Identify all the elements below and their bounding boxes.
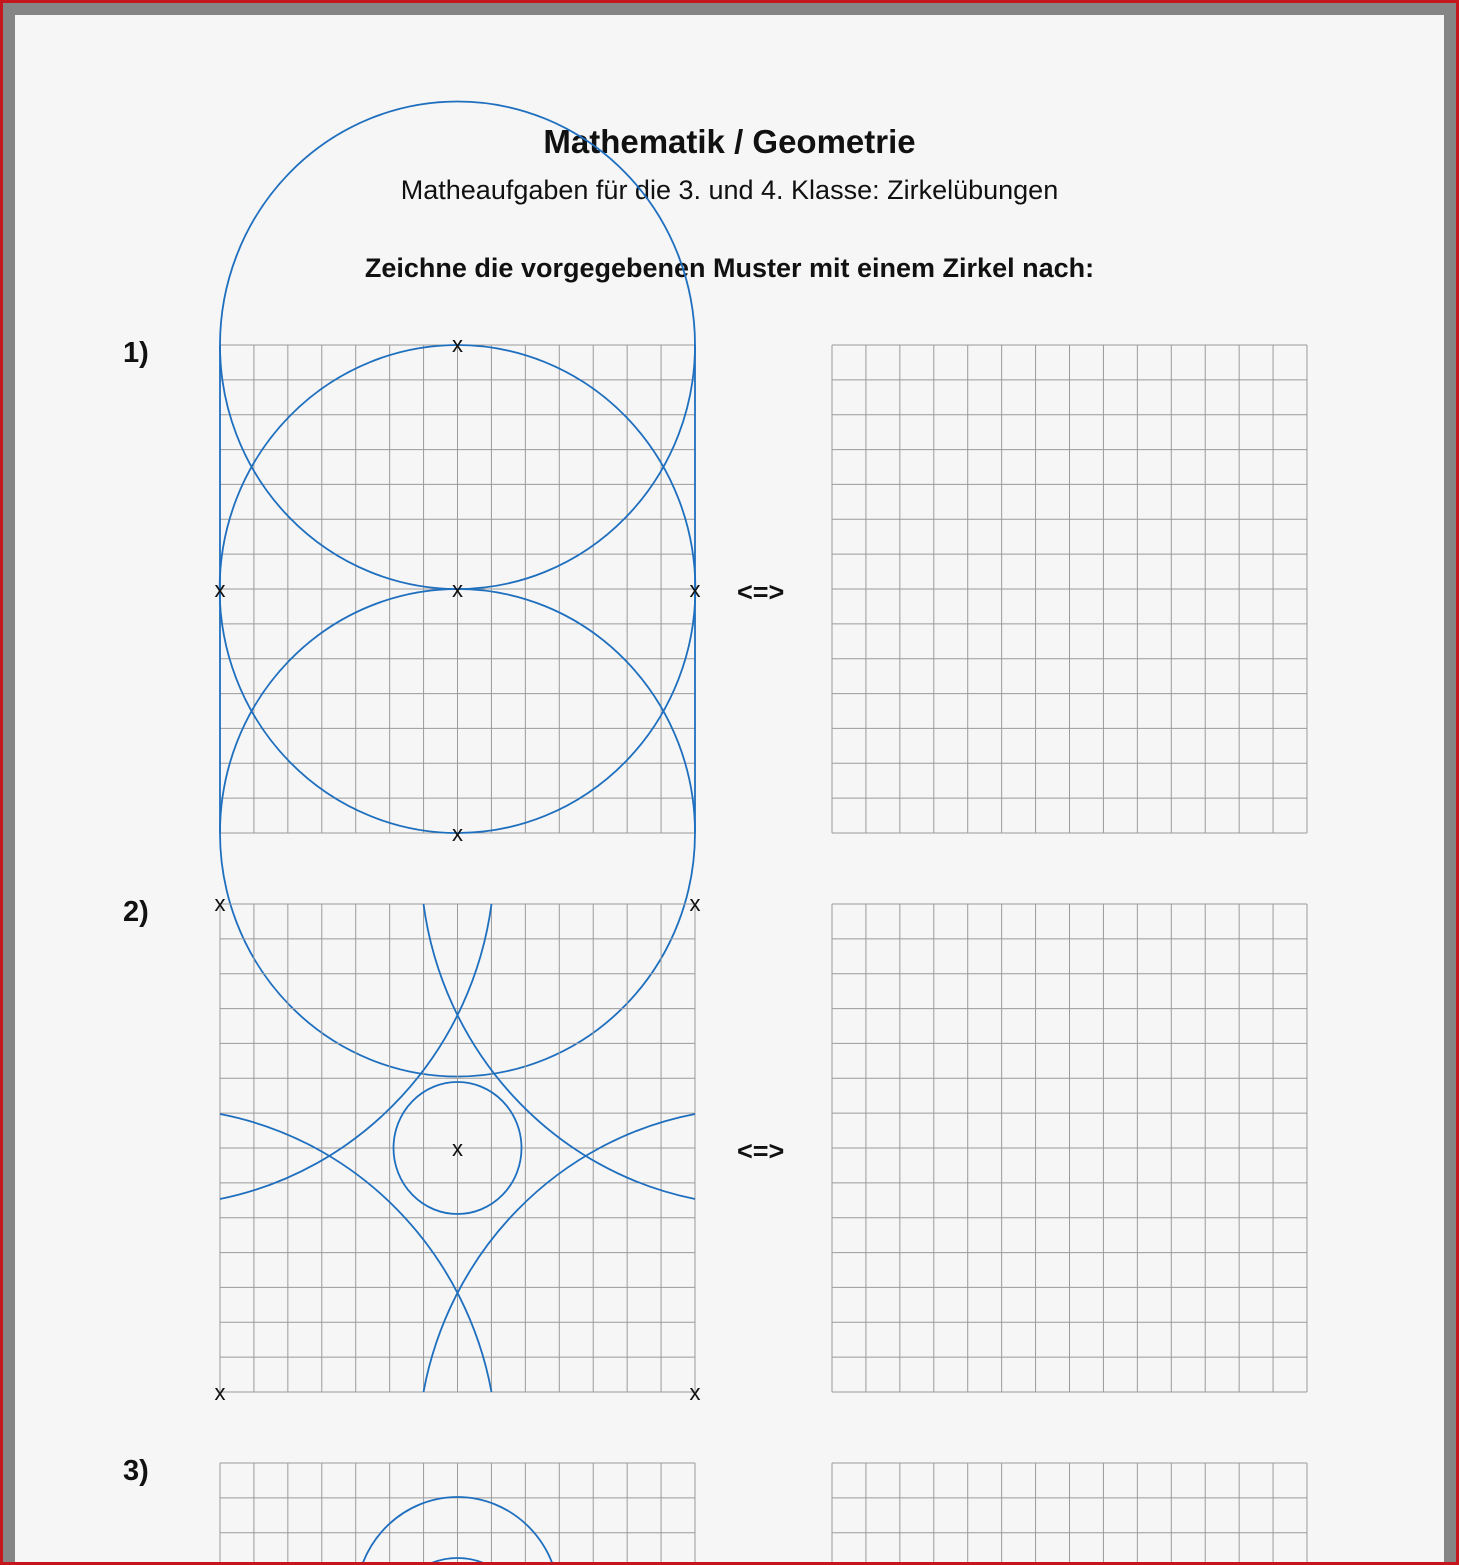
arc	[458, 589, 696, 833]
worksheet-page	[15, 15, 1444, 1562]
task-2-drawing-grid[interactable]	[831, 903, 1309, 1394]
arc	[220, 589, 458, 833]
center-marker: x	[214, 1380, 226, 1405]
task-3-pattern-grid	[219, 1462, 697, 1562]
task-1-arrow: <=>	[737, 577, 785, 607]
task-3-number: 3)	[123, 1455, 149, 1487]
center-marker: x	[689, 1380, 701, 1405]
center-marker: x	[689, 577, 701, 602]
arc	[220, 345, 458, 589]
grid-lines	[832, 904, 1307, 1392]
grid-lines	[832, 345, 1307, 833]
task-1-number: 1)	[123, 337, 149, 369]
task-instruction: Zeichne die vorgegebenen Muster mit einem Zirkel nach:	[364, 253, 1095, 283]
center-marker: x	[689, 891, 701, 916]
page-title: Mathematik / Geometrie	[543, 123, 916, 160]
task-1-pattern-grid	[214, 332, 701, 846]
task-1-drawing-grid[interactable]	[831, 344, 1309, 835]
task-2-pattern-grid	[214, 891, 701, 1405]
task-3-drawing-grid[interactable]	[831, 1462, 1309, 1562]
grid-lines	[220, 1463, 695, 1562]
page-subtitle: Matheaufgaben für die 3. und 4. Klasse: Zirkelübungen	[400, 175, 1059, 205]
center-marker: x	[452, 1136, 463, 1161]
grid-lines	[832, 1463, 1307, 1562]
center-marker: x	[214, 891, 226, 916]
center-marker: x	[452, 332, 463, 357]
center-marker: x	[214, 577, 226, 602]
arc	[458, 345, 696, 589]
task-2-arrow: <=>	[737, 1136, 785, 1166]
center-marker: x	[452, 821, 463, 846]
window-frame	[3, 3, 1456, 1562]
task-2-number: 2)	[123, 896, 149, 928]
center-marker: x	[452, 577, 463, 602]
